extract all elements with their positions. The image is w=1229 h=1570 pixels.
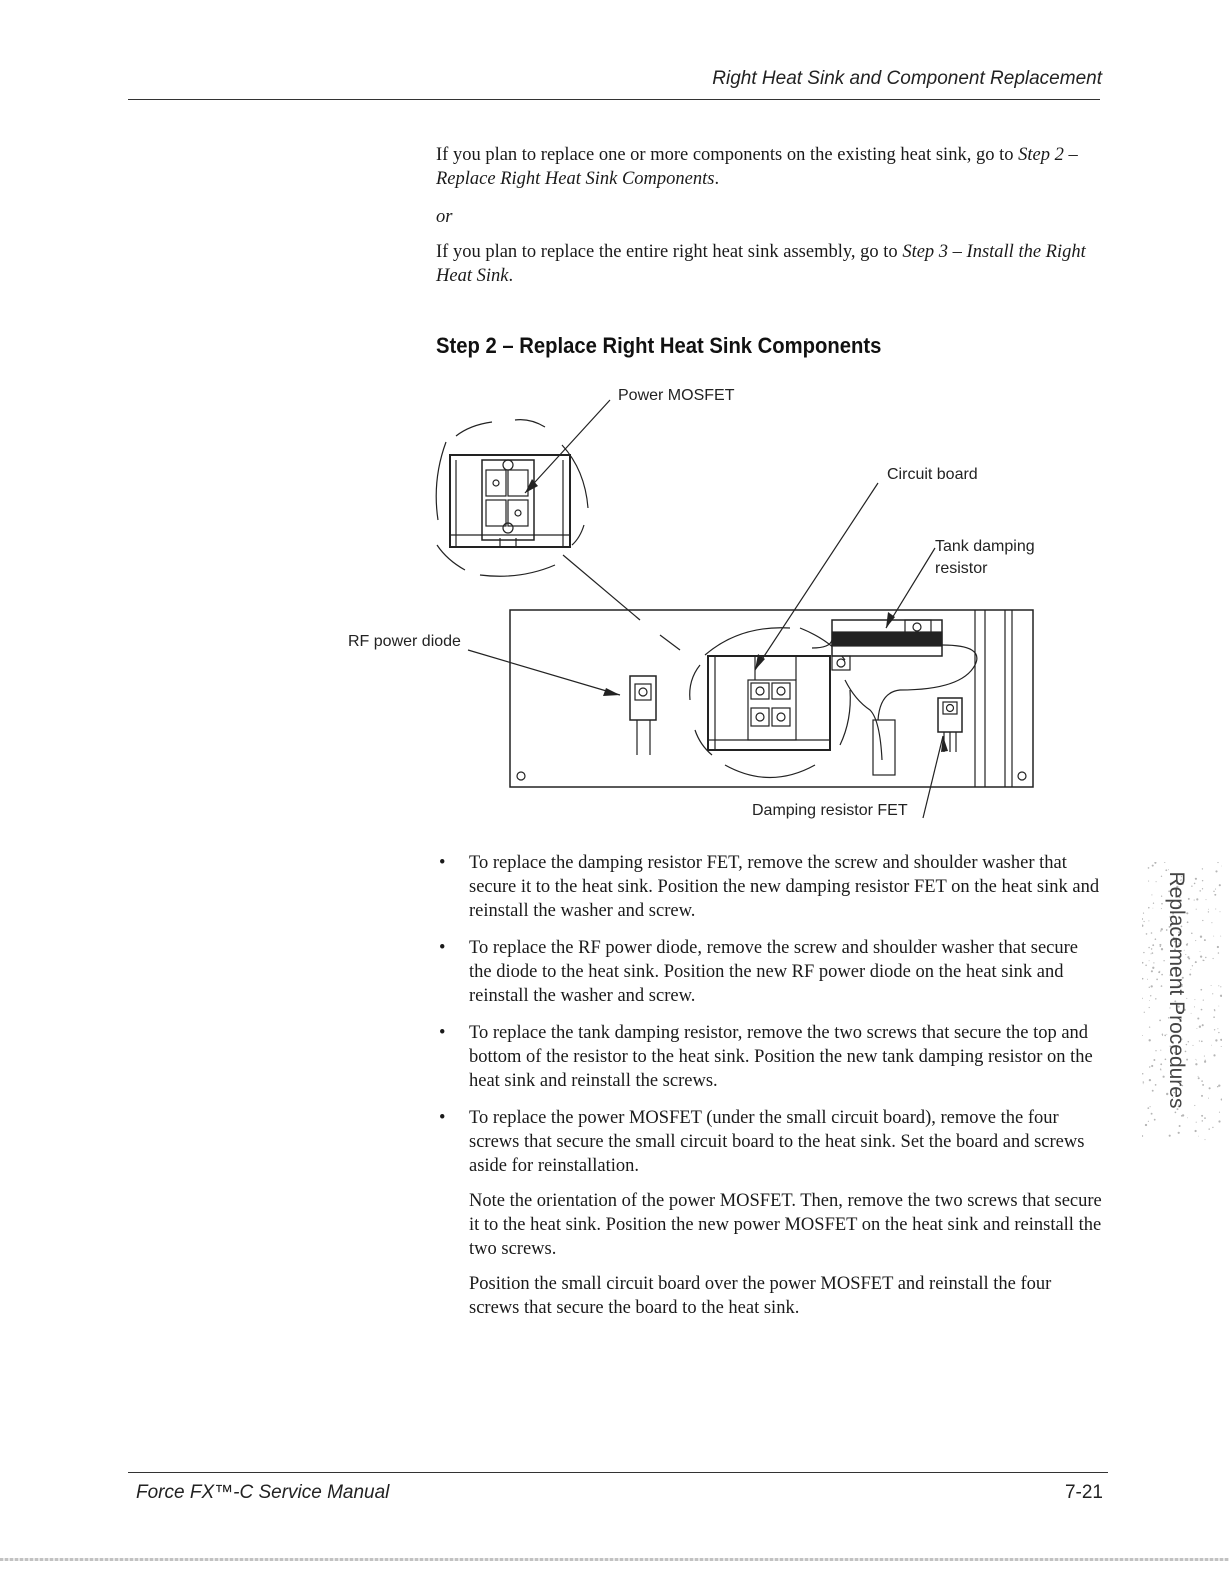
step-heading: Step 2 – Replace Right Heat Sink Components (436, 333, 882, 358)
scan-edge-artifact (0, 1558, 1229, 1561)
tab-speckle (1161, 876, 1162, 877)
tab-speckle (1152, 865, 1154, 867)
mount-hole-right (1018, 772, 1026, 780)
tab-speckle (1144, 1012, 1145, 1013)
tank-resistor-tab-bottom (832, 656, 850, 670)
tab-speckle (1196, 1122, 1197, 1123)
tab-speckle (1191, 885, 1192, 886)
tab-speckle (1212, 993, 1213, 994)
tab-speckle (1208, 909, 1209, 910)
footer-manual-title: Force FX™-C Service Manual (136, 1482, 390, 1503)
tab-speckle (1200, 955, 1202, 957)
tab-speckle (1146, 933, 1148, 935)
board-pad-3 (751, 708, 769, 726)
tab-speckle (1147, 979, 1148, 980)
tab-speckle (1195, 878, 1197, 880)
tab-speckle (1160, 1050, 1161, 1051)
tab-speckle (1161, 985, 1163, 987)
tab-speckle (1143, 1081, 1144, 1082)
tab-speckle (1214, 894, 1216, 896)
intro-or: or (436, 207, 453, 227)
tab-speckle (1190, 969, 1191, 970)
tab-speckle (1217, 946, 1219, 948)
tab-speckle (1154, 1119, 1156, 1121)
tab-speckle (1161, 908, 1162, 909)
tab-speckle (1200, 936, 1202, 938)
tab-speckle (1153, 1059, 1155, 1061)
tab-speckle (1179, 1125, 1181, 1127)
tab-speckle (1160, 930, 1161, 931)
tab-speckle (1213, 936, 1214, 937)
detail-screw-top (503, 460, 513, 470)
mount-hole-left (517, 772, 525, 780)
tab-speckle (1142, 918, 1143, 920)
tab-speckle (1200, 989, 1202, 991)
bullet-text: To replace the RF power diode, remove the screw and shoulder washer that secure the diode to the heat sink. Position the new RF power diode on the heat sink and reinstall the washer and screw. (469, 938, 1078, 1006)
tab-speckle (1145, 965, 1147, 967)
tab-speckle (1182, 1114, 1184, 1116)
tab-speckle (1161, 948, 1163, 950)
detail-pad-2 (508, 470, 528, 496)
tab-speckle (1142, 1035, 1143, 1036)
section-tab-label[interactable]: Replacement Procedures (1165, 871, 1188, 1109)
tab-speckle (1201, 1009, 1203, 1011)
bullet-marker: • (439, 1108, 446, 1128)
intro-p1-end: . (714, 169, 720, 189)
rf-diode-screw (639, 688, 647, 696)
tab-speckle (1199, 890, 1201, 892)
tab-speckle (1155, 1084, 1157, 1086)
tab-speckle (1178, 1132, 1180, 1134)
damping-fet-tab (943, 702, 957, 714)
tab-speckle (1218, 1084, 1220, 1086)
label-circuit-board: Circuit board (887, 466, 978, 483)
tab-speckle (1218, 1120, 1220, 1122)
tab-speckle (1188, 898, 1190, 900)
tab-speckle (1196, 909, 1197, 910)
tab-speckle (1149, 1026, 1150, 1027)
tab-speckle (1208, 1128, 1209, 1129)
tab-speckle (1194, 1105, 1195, 1106)
list-item (436, 851, 1104, 923)
bullet-text: To replace the power MOSFET (under the small circuit board), remove the four screws that secure the small circuit board to the heat sink. Set the board and screws aside for reinstallation. (469, 1108, 1085, 1176)
tab-speckle (1197, 1017, 1199, 1019)
tab-speckle (1155, 998, 1156, 999)
detail-pad-4 (508, 500, 528, 526)
tab-speckle (1220, 1039, 1222, 1041)
tab-speckle (1149, 1079, 1151, 1081)
board-pad-1 (751, 683, 769, 699)
tab-speckle (1218, 1032, 1219, 1033)
tab-speckle (1148, 907, 1150, 909)
tab-speckle (1156, 979, 1158, 981)
tab-speckle (1168, 869, 1169, 870)
step2-reference[interactable]: Step 2 – Replace Right Heat Sink Components (436, 145, 1078, 189)
tab-speckle (1220, 911, 1221, 912)
tab-speckle (1148, 881, 1149, 882)
leader-damping-fet (923, 736, 943, 818)
tab-speckle (1202, 960, 1203, 961)
tab-speckle (1214, 1029, 1215, 1030)
tab-speckle (1142, 925, 1143, 927)
tab-speckle (1151, 932, 1153, 934)
leader-rf-diode (468, 650, 620, 695)
tab-speckle (1199, 1040, 1200, 1041)
label-rf-power-diode: RF power diode (348, 633, 461, 650)
label-damping-resistor-fet: Damping resistor FET (752, 802, 908, 819)
tab-speckle (1200, 951, 1201, 952)
tab-speckle (1211, 1045, 1212, 1046)
tab-speckle (1205, 1139, 1206, 1140)
tab-speckle (1149, 1066, 1150, 1067)
procedure-list (436, 851, 1104, 1333)
tab-speckle (1155, 938, 1157, 940)
tab-speckle (1169, 1135, 1171, 1137)
zoom-line-2 (660, 635, 680, 650)
tab-speckle (1208, 911, 1209, 912)
tab-speckle (1153, 962, 1154, 963)
tab-speckle (1198, 1077, 1200, 1079)
tab-speckle (1192, 1045, 1193, 1046)
tab-speckle (1201, 1115, 1203, 1117)
detail-circle-arc-bottom (480, 565, 555, 576)
rf-diode-tab (635, 684, 651, 700)
tab-speckle (1143, 912, 1144, 913)
tab-speckle (1151, 894, 1152, 895)
tab-speckle (1153, 908, 1154, 909)
tab-speckle (1202, 920, 1203, 921)
list-item (436, 936, 1104, 1008)
tab-speckle (1142, 1135, 1143, 1137)
tab-speckle (1202, 1024, 1204, 1026)
tab-speckle (1221, 866, 1222, 867)
tab-speckle (1202, 868, 1203, 869)
bullet-marker: • (439, 1023, 446, 1043)
tab-speckle (1142, 1073, 1143, 1075)
tab-speckle (1149, 1000, 1150, 1001)
tab-speckle (1195, 961, 1197, 963)
callout-arc-top (705, 628, 790, 655)
tab-speckle (1152, 967, 1154, 969)
tab-speckle (1221, 1099, 1222, 1101)
tab-speckle (1149, 1039, 1151, 1041)
tab-speckle (1211, 922, 1212, 923)
bullet-text: To replace the tank damping resistor, remove the two screws that secure the top and bottom of the resistor to the heat sink. Position the new tank damping resistor on the heat sink and reinstall the screws. (469, 1023, 1093, 1091)
tab-speckle (1162, 1035, 1163, 1036)
intro-p2-end: . (508, 266, 514, 286)
step3-reference[interactable]: Step 3 – Install the Right Heat Sink (436, 242, 1086, 286)
bullet-subparagraph: Note the orientation of the power MOSFET. Then, remove the two screws that secure it to the heat sink. Position the new power MOSFET on the heat sink and reinstall the two screws. (469, 1191, 1102, 1259)
arrowhead-rf-diode (603, 688, 620, 696)
board-screw-3 (756, 713, 764, 721)
tab-speckle (1143, 1083, 1144, 1084)
tab-speckle (1198, 1136, 1199, 1137)
tab-speckle (1153, 903, 1154, 904)
tab-speckle (1160, 1063, 1162, 1065)
tab-speckle (1142, 962, 1143, 964)
tab-speckle (1159, 944, 1161, 946)
tab-speckle (1220, 995, 1222, 997)
tab-speckle (1194, 900, 1195, 901)
list-item (436, 1106, 1104, 1320)
rf-diode-body (630, 676, 656, 720)
tab-speckle (1147, 1107, 1149, 1109)
tab-speckle (1212, 1127, 1213, 1128)
tab-speckle (1204, 1056, 1205, 1057)
tab-speckle (1152, 944, 1154, 946)
tab-speckle (1194, 999, 1195, 1000)
tab-speckle (1155, 1050, 1156, 1051)
detail-screw-2 (515, 510, 521, 516)
tab-speckle (1196, 1060, 1197, 1061)
tab-speckle (1202, 888, 1203, 889)
tab-speckle (1204, 1117, 1206, 1119)
tab-speckle (1221, 1046, 1222, 1047)
tab-speckle (1195, 1130, 1197, 1132)
tab-speckle (1175, 1112, 1177, 1114)
label-tank-damping-line2: resistor (935, 560, 988, 577)
callout-arc-bottom-left (695, 730, 712, 755)
tab-speckle (1211, 985, 1212, 986)
tab-speckle (1213, 1016, 1215, 1018)
tab-speckle (1204, 939, 1206, 941)
list-item (436, 1021, 1104, 1093)
footer-page-number: 7-21 (1064, 1482, 1103, 1503)
tab-speckle (1145, 1124, 1147, 1126)
tab-speckle (1215, 1039, 1217, 1041)
board-screw-2 (777, 687, 785, 695)
tab-speckle (1192, 965, 1193, 966)
tab-speckle (1213, 891, 1214, 892)
detail-pad-3 (486, 500, 506, 526)
tab-speckle (1160, 1069, 1161, 1070)
tab-speckle (1148, 867, 1150, 869)
board-pad-4 (772, 708, 790, 726)
bullet-text: To replace the damping resistor FET, remove the screw and shoulder washer that secure it to the heat sink. Position the new damping resistor FET on the heat sink and reinstall the washer and screw. (469, 853, 1100, 921)
tab-speckle (1150, 995, 1151, 996)
tab-speckle (1206, 899, 1207, 900)
tab-speckle (1196, 1028, 1197, 1029)
tab-speckle (1159, 971, 1160, 972)
callout-arc-left (690, 665, 700, 700)
tab-speckle (1217, 862, 1218, 863)
tab-speckle (1187, 1117, 1188, 1118)
leader-power-mosfet (525, 400, 610, 493)
tab-speckle (1162, 1034, 1164, 1036)
running-header: Right Heat Sink and Component Replacement (712, 68, 1102, 89)
tab-speckle (1152, 952, 1154, 954)
tab-speckle (1143, 952, 1144, 953)
small-circuit-board (708, 656, 830, 750)
tab-speckle (1148, 1121, 1149, 1122)
tab-speckle (1151, 1113, 1153, 1115)
detail-circle-arc-left (436, 442, 446, 520)
tab-speckle (1215, 889, 1216, 890)
tab-speckle (1195, 1059, 1196, 1060)
tab-speckle (1151, 948, 1152, 949)
damping-fet-screw (947, 705, 954, 712)
tab-speckle (1220, 936, 1221, 937)
tab-speckle (1219, 884, 1221, 886)
wire-connector (873, 720, 895, 775)
tab-speckle (1202, 1120, 1204, 1122)
tab-speckle (1156, 881, 1157, 882)
tab-speckle (1195, 940, 1196, 941)
tab-speckle (1150, 1106, 1151, 1107)
tab-speckle (1217, 1028, 1218, 1029)
tab-speckle (1208, 1098, 1209, 1099)
footer-rule (128, 1472, 1108, 1473)
tab-speckle (1148, 947, 1150, 949)
tab-speckle (1220, 986, 1221, 987)
detail-circle-arc-top-right (515, 420, 545, 427)
tab-speckle (1151, 985, 1153, 987)
tab-speckle (1202, 880, 1203, 881)
tab-speckle (1204, 1061, 1206, 1063)
tab-speckle (1219, 1112, 1220, 1113)
detail-circle-arc-bottom-right (572, 525, 584, 545)
tab-speckle (1149, 1007, 1150, 1008)
tab-speckle (1215, 908, 1216, 909)
tab-speckle (1201, 1095, 1203, 1097)
resistor-wire-3 (812, 640, 832, 648)
tab-speckle (1209, 1087, 1211, 1089)
tab-speckle (1159, 1020, 1161, 1022)
tab-speckle (1214, 1010, 1215, 1011)
tab-speckle (1191, 933, 1193, 935)
tab-speckle (1194, 1006, 1195, 1007)
tab-speckle (1201, 1080, 1203, 1082)
tab-speckle (1196, 898, 1198, 900)
board-screw-1 (756, 687, 764, 695)
tab-speckle (1215, 870, 1217, 872)
tab-speckle (1149, 987, 1150, 988)
tab-speckle (1161, 903, 1163, 905)
tab-speckle (1213, 958, 1214, 959)
tab-speckle (1203, 1000, 1204, 1001)
tab-speckle (1194, 883, 1196, 885)
detail-circle-arc-top (456, 422, 492, 436)
tab-speckle (1164, 862, 1166, 863)
board-screw-4 (777, 713, 785, 721)
tab-speckle (1195, 1063, 1197, 1065)
tab-speckle (1161, 896, 1162, 897)
bullet-marker: • (439, 853, 446, 873)
tab-speckle (1218, 952, 1220, 954)
label-power-mosfet: Power MOSFET (618, 387, 735, 404)
tab-speckle (1218, 985, 1219, 986)
detail-circle-arc-bottom-left (437, 545, 465, 570)
tab-speckle (1152, 1090, 1154, 1092)
tab-speckle (1149, 960, 1150, 961)
tab-speckle (1199, 1026, 1201, 1028)
tab-speckle (1191, 1013, 1192, 1014)
tab-speckle (1218, 1006, 1219, 1007)
board-pad-2 (772, 683, 790, 699)
tab-speckle (1217, 1086, 1218, 1087)
tab-speckle (1189, 973, 1191, 975)
callout-arc-right-lower (840, 690, 850, 745)
intro-p1-text: If you plan to replace one or more components on the existing heat sink, go to (436, 145, 1019, 165)
bullet-marker: • (439, 938, 446, 958)
label-tank-damping-line1: Tank damping (935, 538, 1035, 555)
bullet-subparagraph: Position the small circuit board over the power MOSFET and reinstall the four screws that secure the board to the heat sink. (469, 1274, 1052, 1318)
tab-speckle (1148, 920, 1149, 921)
tab-speckle (1151, 970, 1153, 972)
damping-fet-body (938, 698, 962, 732)
tab-speckle (1151, 1065, 1153, 1067)
tab-speckle (1160, 946, 1161, 947)
tab-speckle (1201, 1040, 1203, 1042)
tab-speckle (1198, 1076, 1199, 1077)
tab-speckle (1143, 921, 1144, 922)
tab-speckle (1154, 862, 1156, 864)
tank-resistor-screw-bottom (837, 659, 845, 667)
detail-pad-1 (486, 470, 506, 496)
detail-screw-1 (493, 480, 499, 486)
tab-speckle (1202, 1084, 1204, 1086)
tab-speckle (1142, 998, 1143, 1000)
tab-speckle (1213, 1054, 1215, 1056)
intro-p2-text: If you plan to replace the entire right heat sink assembly, go to (436, 242, 903, 262)
tab-speckle (1161, 974, 1163, 976)
tab-speckle (1151, 953, 1152, 954)
callout-arc-bottom (725, 765, 815, 778)
tab-speckle (1161, 928, 1163, 930)
tab-speckle (1142, 978, 1143, 980)
tab-speckle (1205, 957, 1206, 958)
